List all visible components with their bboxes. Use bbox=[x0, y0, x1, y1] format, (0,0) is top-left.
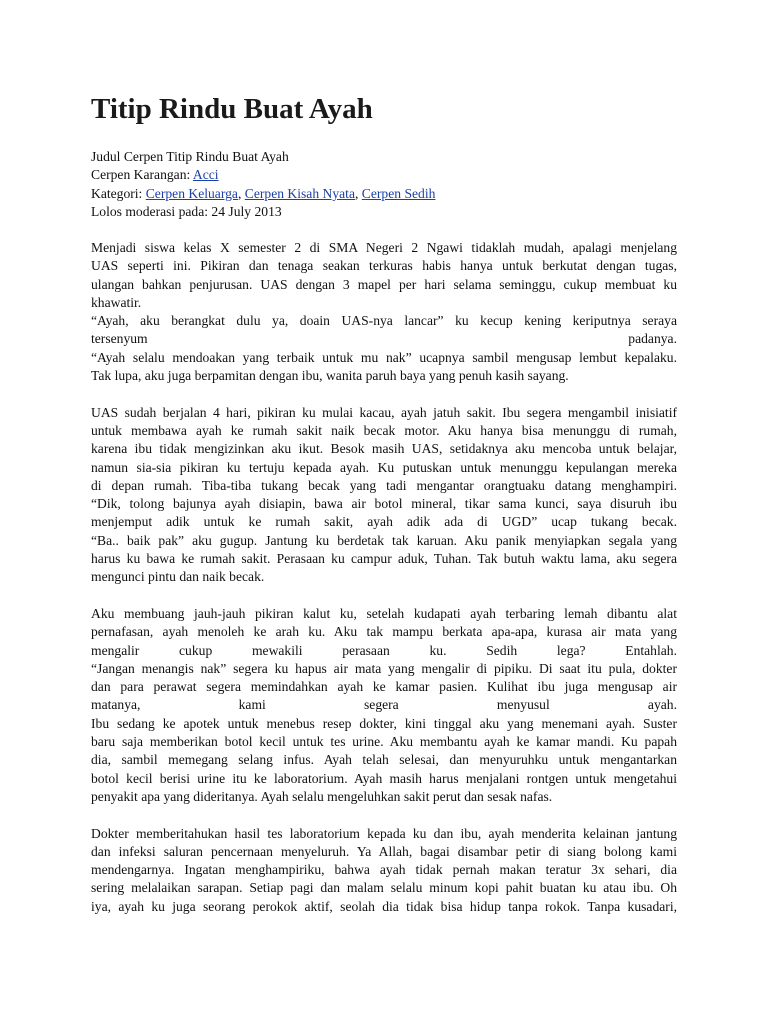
story-line: Tak lupa, aku juga berpamitan dengan ibu, wanita paruh baya yang penuh kasih sayang. bbox=[91, 368, 569, 384]
story-line: Aku membuang jauh-jauh pikiran kalut ku, setelah kudapati ayah terbaring lemah dibantu alat bbox=[91, 605, 677, 621]
story-body bbox=[91, 239, 677, 934]
story-line: matanya, kami segera menyusul ayah. bbox=[91, 697, 677, 713]
story-line: “Jangan menangis nak” segera ku hapus air mata yang mengalir di pipiku. Di saat itu pula, dokter bbox=[91, 660, 677, 676]
story-line: dan para perawat segera memindahkan ayah ke kamar pasien. Kulihat ibu juga mengusap air bbox=[91, 679, 677, 695]
story-line: baru saja memberikan botol kecil untuk tes urine. Aku membantu ayah ke kamar mandi. Ku papah bbox=[91, 734, 677, 750]
story-line: pernafasan, ayah menoleh ke arah ku. Aku tak mampu berkata apa-apa, kurasa air mata yang bbox=[91, 624, 677, 640]
story-line: namun sia-sia pikiran ku tertuju kepada ayah. Ku putuskan untuk menunggu kepulangan mereka bbox=[91, 459, 677, 475]
story-line: Menjadi siswa kelas X semester 2 di SMA Negeri 2 Ngawi tidaklah mudah, apalagi menjelang bbox=[91, 240, 677, 255]
story-line: iya, ayah ku juga seorang perokok aktif, seolah dia tidak bisa hidup tanpa rokok. Tanpa kusadari, bbox=[91, 898, 677, 914]
article-meta bbox=[91, 148, 435, 222]
category-link-keluarga[interactable]: Cerpen Keluarga bbox=[145, 185, 238, 201]
karangan-label: Cerpen Karangan: bbox=[91, 167, 193, 183]
story-line: Ibu sedang ke apotek untuk menebus resep dokter, kini tinggal aku yang menemani ayah. Suster bbox=[91, 715, 677, 731]
story-line: botol kecil berisi urine itu ke laboratorium. Ayah masih harus menjalani rontgen untuk mengetahui bbox=[91, 770, 677, 786]
kategori-label: Kategori: bbox=[91, 185, 146, 201]
story-paragraph bbox=[91, 404, 677, 587]
story-line: ulangan bahkan penjurusan. UAS dengan 3 mapel per hari selama seminggu, cukup membuat ku bbox=[91, 276, 677, 292]
category-separator: , bbox=[237, 185, 245, 201]
category-link-kisah-nyata[interactable]: Cerpen Kisah Nyata bbox=[244, 185, 355, 201]
story-line: UAS sudah berjalan 4 hari, pikiran ku mulai kacau, ayah jatuh sakit. Ibu segera mengambil inisiatif bbox=[91, 404, 677, 420]
story-line: “Dik, tolong bajunya ayah disiapin, bawa air botol mineral, tikar sama kunci, saya disuruh ibu bbox=[91, 496, 677, 512]
story-paragraph bbox=[91, 825, 677, 916]
article-title: Titip Rindu Buat Ayah bbox=[91, 93, 373, 125]
story-paragraph bbox=[91, 605, 677, 806]
category-separator: , bbox=[355, 185, 362, 201]
story-line: dia, sambil memegang selang infus. Ayah telah selesai, dan menyuruhku untuk mengantarkan bbox=[91, 752, 677, 768]
story-line: menjemput adik untuk ke rumah sakit, ayah adik ada di UGD” ucap tukang becak. bbox=[91, 514, 677, 530]
story-line: Dokter memberitahukan hasil tes laboratorium kepada ku dan ibu, ayah menderita kelainan jantung bbox=[91, 825, 677, 841]
story-line: penyakit apa yang dideritanya. Ayah selalu mengeluhkan sakit perut dan sesak nafas. bbox=[91, 788, 553, 804]
story-line: “Ba.. baik pak” aku gugup. Jantung ku berdetak tak karuan. Aku panik menyiapkan segala yang bbox=[91, 532, 677, 548]
karangan-line bbox=[91, 166, 435, 184]
story-line: mengalir cukup mewakili perasaan ku. Sedih lega? Entahlah. bbox=[91, 642, 677, 658]
story-line: khawatir. bbox=[91, 294, 142, 310]
story-line: dan infeksi saluran pencernaan menyeluruh. Ya Allah, bagai disambar petir di siang bolong kami bbox=[91, 843, 677, 859]
story-line: mengunci pintu dan naik becak. bbox=[91, 569, 265, 585]
author-link[interactable]: Acci bbox=[192, 167, 219, 183]
story-line: “Ayah selalu mendoakan yang terbaik untuk mu nak” ucapnya sambil mengusap lembut kepalaku. bbox=[91, 349, 677, 365]
judul-line: Judul Cerpen Titip Rindu Buat Ayah bbox=[91, 149, 289, 164]
story-line: harus ku bawa ke rumah sakit. Perasaan ku campur aduk, Tuhan. Tak butuh waktu lama, aku segera bbox=[91, 551, 677, 567]
story-line: “Ayah, aku berangkat dulu ya, doain UAS-nya lancar” ku kecup kening keriputnya seraya bbox=[91, 313, 677, 329]
story-line: untuk membawa ayah ke rumah sakit naik becak motor. Aku hanya bisa menunggu di rumah, bbox=[91, 422, 677, 438]
kategori-line bbox=[91, 185, 435, 203]
story-line: karena ibu tidak mengizinkan aku ikut. Besok masih UAS, setidaknya aku mencoba untuk belajar, bbox=[91, 441, 677, 457]
story-paragraph bbox=[91, 239, 677, 385]
story-line: sering melalaikan sarapan. Setiap pagi dan malam selalu minum kopi pahit buatan ku atau ibu. Oh bbox=[91, 880, 677, 896]
story-line: di depan rumah. Tiba-tiba tukang becak yang tadi mengantar orangtuaku datang menghampiri. bbox=[91, 477, 677, 493]
story-line: tersenyum padanya. bbox=[91, 331, 677, 347]
story-line: UAS seperti ini. Pikiran dan tenaga seakan terkuras habis hanya untuk berkutat dengan tugas, bbox=[91, 258, 677, 274]
moderasi-line: Lolos moderasi pada: 24 July 2013 bbox=[91, 204, 282, 220]
category-link-sedih[interactable]: Cerpen Sedih bbox=[361, 185, 436, 201]
story-line: mendengarnya. Ingatan menghampiriku, bahwa ayah tidak pernah makan teratur 3x sehari, dia bbox=[91, 862, 677, 878]
